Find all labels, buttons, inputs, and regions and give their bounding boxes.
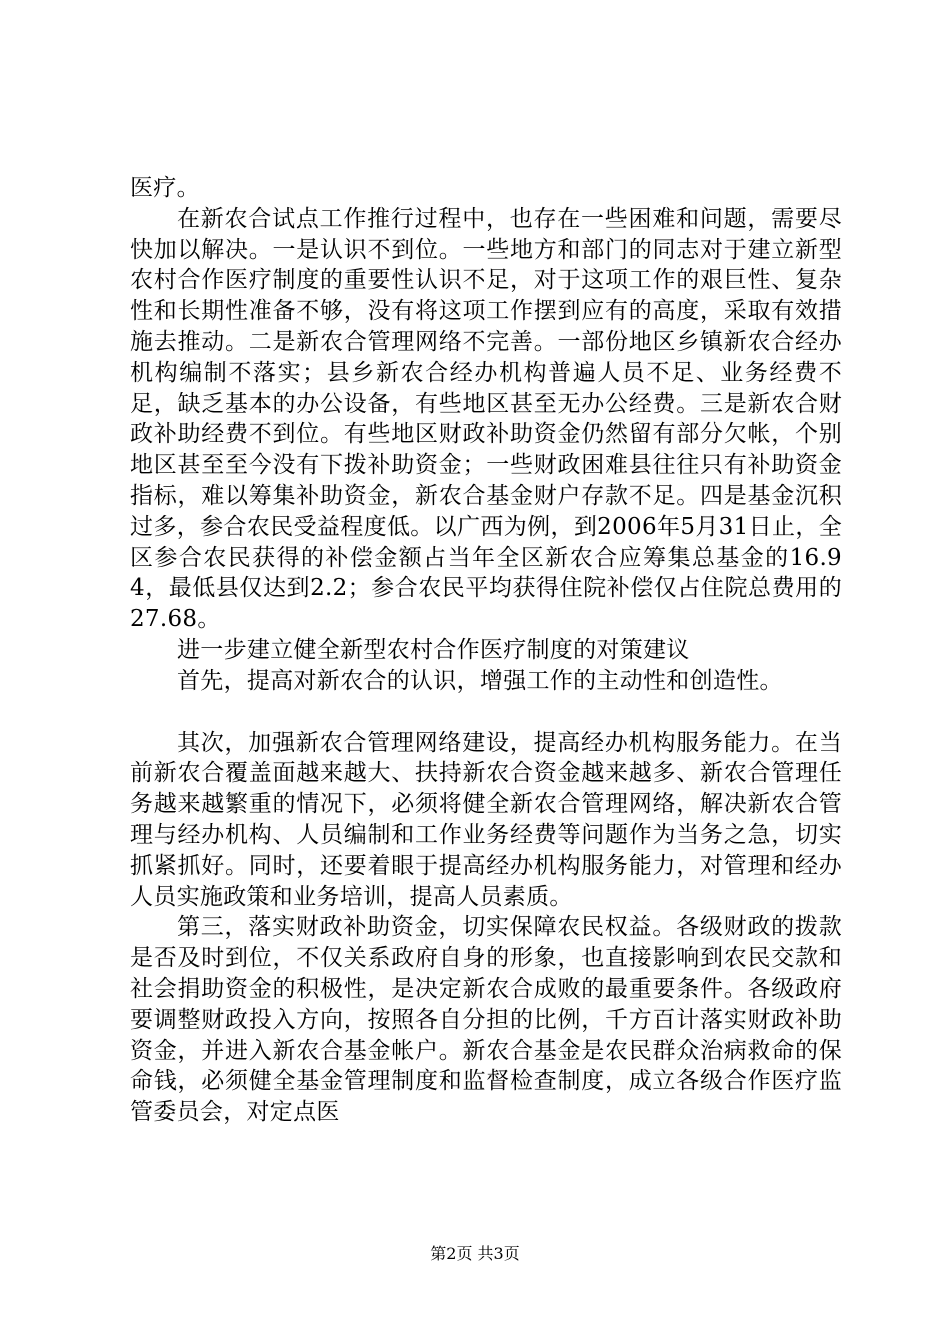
page-number-footer: 第2页 共3页: [430, 1244, 520, 1263]
section-heading-recommendations: 进一步建立健全新型农村合作医疗制度的对策建议: [177, 636, 690, 663]
paragraph-second-recommendation: 其次，加强新农合管理网络建设，提高经办机构服务能力。在当前新农合覆盖面越来越大、扶持新农合资金越来越多、新农合管理任务越来越繁重的情况下，必须将健全新农合管理网络，解决新农合管理与经办机构、人员编制和工作业务经费等问题作为当务之急，切实抓紧抓好。同时，还要着眼于提高经办机构服务能力，对管理和经办人员实施政策和业务培训，提高人员素质。: [130, 729, 842, 910]
paragraph-third-recommendation: 第三，落实财政补助资金，切实保障农民权益。各级财政的拨款是否及时到位，不仅关系政府自身的形象，也直接影响到农民交款和社会捐助资金的积极性，是决定新农合成败的最重要条件。各级政府要调整财政投入方向，按照各自分担的比例，千方百计落实财政补助资金，并进入新农合基金帐户。新农合基金是农民群众治病救命的保命钱，必须健全基金管理制度和监督检查制度，成立各级合作医疗监管委员会，对定点医: [130, 914, 842, 1126]
paragraph-continuation: 医疗。: [130, 175, 200, 201]
document-body: [130, 173, 842, 1128]
paragraph-first-recommendation: 首先，提高对新农合的认识，增强工作的主动性和创造性。: [177, 667, 783, 694]
paragraph-problems: 在新农合试点工作推行过程中，也存在一些困难和问题，需要尽快加以解决。一是认识不到位。一些地方和部门的同志对于建立新型农村合作医疗制度的重要性认识不足，对于这项工作的艰巨性、复杂性和长期性准备不够，没有将这项工作摆到应有的高度，采取有效措施去推动。二是新农合管理网络不完善。一部份地区乡镇新农合经办机构编制不落实；县乡新农合经办机构普遍人员不足、业务经费不足，缺乏基本的办公设备，有些地区甚至无办公经费。三是新农合财政补助经费不到位。有些地区财政补助资金仍然留有部分欠帐，个别地区甚至至今没有下拨补助资金；一些财政困难县往往只有补助资金指标，难以筹集补助资金，新农合基金财户存款不足。四是基金沉积过多，参合农民受益程度低。以广西为例，到2006年5月31日止，全区参合农民获得的补偿金额占当年全区新农合应筹集总基金的16.94，最低县仅达到2.2；参合农民平均获得住院补偿仅占住院总费用的27.68。: [130, 205, 842, 633]
